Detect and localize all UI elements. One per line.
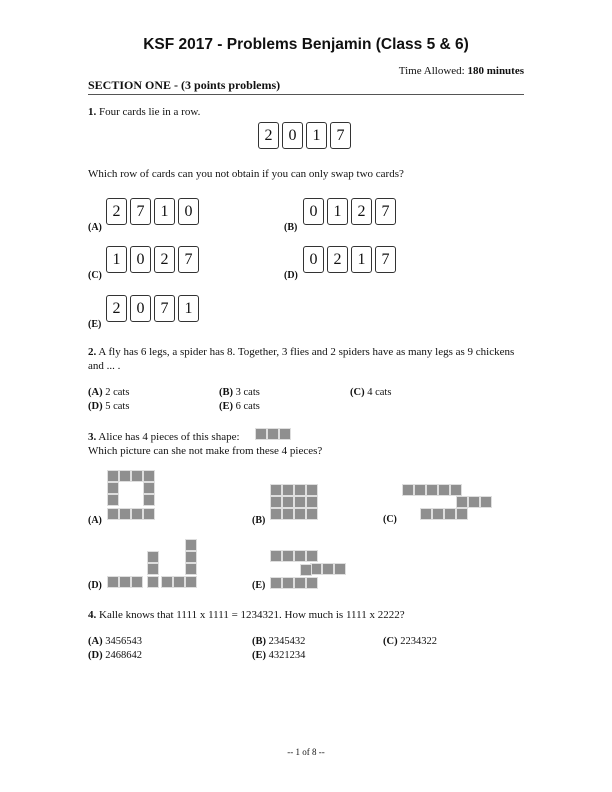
option-label: (E) [219,401,233,412]
shape-cell [282,484,294,496]
option-text: 2 cats [105,387,130,398]
card: 1 [351,246,372,273]
q2-option-a [88,387,129,398]
page-title: KSF 2017 - Problems Benjamin (Class 5 & 6) [143,36,469,53]
option-text: 2468642 [105,650,142,661]
shape-cell [107,576,119,588]
card: 1 [306,122,327,149]
card: 0 [130,246,151,273]
q3-text [88,430,240,444]
shape-cell [294,508,306,520]
card: 0 [178,198,199,225]
card: 7 [375,198,396,225]
card: 2 [106,295,127,322]
shape-cell [107,508,119,520]
q1-option-e-cards [106,295,199,322]
q1-option-a-cards [106,198,199,225]
shape-cell [414,484,426,496]
q1-text [88,105,200,119]
shape-cell [119,470,131,482]
shape-cell [294,550,306,562]
shape-cell [185,539,197,551]
shape-cell [282,577,294,589]
q1-option-b-label: (B) [284,222,298,233]
shape-cell [147,576,159,588]
shape-cell [306,508,318,520]
option-label: (B) [252,636,266,647]
shape-cell [402,484,414,496]
shape-cell [270,508,282,520]
shape-cell [270,496,282,508]
shape-cell [143,482,155,494]
option-text: 3 cats [235,387,260,398]
option-text: 6 cats [235,401,260,412]
shape-cell [270,550,282,562]
q4-option-c [383,636,437,647]
q4-option-e [252,650,305,661]
card: 7 [130,198,151,225]
q3-option-a-label: (A) [88,515,102,526]
shape-cell [267,428,279,440]
shape-cell [456,496,468,508]
shape-cell [294,484,306,496]
card: 2 [154,246,175,273]
card: 1 [106,246,127,273]
option-label: (D) [88,650,103,661]
q3-statement: Alice has 4 pieces of this shape: [98,431,240,443]
option-text: 2234322 [400,636,437,647]
shape-cell [300,564,312,576]
q1-option-c-cards [106,246,199,273]
card: 2 [106,198,127,225]
option-label: (A) [88,636,103,647]
option-text: 2345432 [268,636,306,647]
shape-cell [107,470,119,482]
q3-figure-a [107,470,155,522]
shape-cell [468,496,480,508]
shape-cell [185,576,197,588]
card: 1 [154,198,175,225]
time-allowed [399,64,524,78]
card: 0 [303,246,324,273]
option-label: (A) [88,387,103,398]
option-text: 3456543 [105,636,142,647]
q2-option-c [350,387,391,398]
option-text: 4321234 [268,650,306,661]
q3-figure-b [270,484,318,520]
shape-cell [306,577,318,589]
shape-cell [143,470,155,482]
q1-option-b-cards [303,198,396,225]
card: 1 [327,198,348,225]
option-label: (C) [350,387,365,398]
shape-cell [282,496,294,508]
time-label: Time Allowed: [398,65,465,77]
q1-option-d-cards [303,246,396,273]
shape-cell [185,563,197,575]
q2-statement: A fly has 6 legs, a spider has 8. Together, 3 flies and 2 spiders have as many legs as 9 chickens and ... . [88,346,515,372]
q1-option-a-label: (A) [88,222,102,233]
q3-option-c-label: (C) [383,514,397,525]
shape-cell [131,576,143,588]
q4-text [88,608,405,622]
q1-option-d-label: (D) [284,270,298,281]
card: 2 [258,122,279,149]
time-value: 180 minutes [467,65,524,77]
q2-text [88,345,528,373]
shape-cell [282,550,294,562]
q1-initial-cards [258,122,351,149]
q2-number: 2. [88,346,97,358]
q3-figure-e [270,550,350,590]
shape-cell [107,482,119,494]
shape-cell [161,576,173,588]
shape-cell [147,551,159,563]
q3-shape-piece [255,428,293,441]
card: 0 [282,122,303,149]
shape-cell [456,508,468,520]
card: 2 [351,198,372,225]
shape-cell [270,577,282,589]
q3-option-e-label: (E) [252,580,266,591]
q1-question: Which row of cards can you not obtain if you can only swap two cards? [88,168,404,180]
option-text: 4 cats [367,387,392,398]
shape-cell [147,563,159,575]
q1-option-e-label: (E) [88,319,102,330]
shape-cell [426,484,438,496]
shape-cell [119,576,131,588]
shape-cell [143,508,155,520]
shape-cell [131,508,143,520]
option-label: (C) [383,636,398,647]
card: 2 [327,246,348,273]
card: 0 [303,198,324,225]
shape-cell [438,484,450,496]
q1-option-c-label: (C) [88,270,102,281]
q3-figure-d [107,539,199,591]
q3-option-b-label: (B) [252,515,266,526]
q2-option-e [219,401,260,412]
card: 7 [330,122,351,149]
section-heading: SECTION ONE - (3 points problems) [88,78,281,92]
card: 1 [178,295,199,322]
shape-cell [131,470,143,482]
card: 7 [178,246,199,273]
shape-cell [322,563,334,575]
shape-cell [294,577,306,589]
q1-statement: Four cards lie in a row. [99,106,201,118]
q2-option-d [88,401,129,412]
shape-cell [306,496,318,508]
option-label: (B) [219,387,233,398]
section-divider [88,94,524,95]
q3-question: Which picture can she not make from these 4 pieces? [88,445,323,457]
shape-cell [306,484,318,496]
shape-cell [420,508,432,520]
shape-cell [480,496,492,508]
card: 7 [375,246,396,273]
q1-number: 1. [88,106,97,118]
option-label: (D) [88,401,103,412]
option-text: 5 cats [105,401,130,412]
page-number: -- 1 of 8 -- [287,747,325,757]
card: 7 [154,295,175,322]
q4-statement: Kalle knows that 1111 x 1111 = 1234321. How much is 1111 x 2222? [99,609,405,621]
shape-cell [107,494,119,506]
shape-cell [270,484,282,496]
option-label: (E) [252,650,266,661]
shape-cell [282,508,294,520]
q2-option-b [219,387,260,398]
shape-cell [185,551,197,563]
shape-cell [173,576,185,588]
shape-cell [279,428,291,440]
shape-cell [444,508,456,520]
q4-option-d [88,650,142,661]
shape-cell [306,550,318,562]
shape-cell [294,496,306,508]
shape-cell [143,494,155,506]
q4-number: 4. [88,609,97,621]
q3-figure-c [402,484,492,520]
shape-cell [450,484,462,496]
q4-option-a [88,636,142,647]
q3-number: 3. [88,431,97,443]
shape-cell [334,563,346,575]
q4-option-b [252,636,305,647]
shape-cell [119,508,131,520]
card: 0 [130,295,151,322]
q3-option-d-label: (D) [88,580,102,591]
shape-cell [432,508,444,520]
shape-cell [255,428,267,440]
